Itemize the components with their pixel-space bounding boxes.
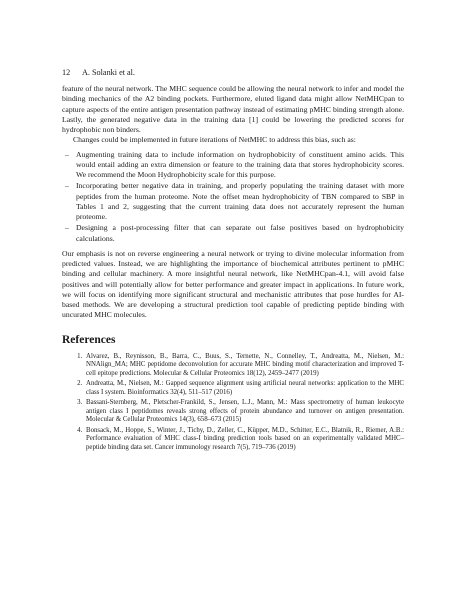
running-title: A. Solanki et al. — [82, 68, 135, 77]
reference-item: 1. Alvarez, B., Reynisson, B., Barra, C., Buus, S., Ternette, N., Connelley, T., Andreatta, M., Nielsen, M.: NNAlign_MA; MHC peptidome deconvolution for accurate MHC binding motif characterization and improved T-cell epitope predictions. Molecular & Cellular Proteomics 18(12), 2459–2477 (2019) — [84, 353, 404, 379]
list-item: – Augmenting training data to include information on hydrophobicity of constituent amino acids. This would entail adding an extra dimension or feature to the training data that stores hydrophobicity scores. We recommend the Moon Hydrophobicity scale for this purpose. — [76, 150, 404, 181]
body-paragraph-2: Changes could be implemented in future iterations of NetMHC to address this bias, such as: — [73, 135, 356, 145]
body-paragraph-3: Our emphasis is not on reverse engineering a neural network or trying to divine molecular information from predicted values. Instead, we are highlighting the importance of biochemical attributes pertinent to pMHC binding and cellular machinery. A more insightful neural network, like NetMHCpan-4.1, will avoid false positives and will potentially allow for better performance and greater impact in applications. In future work, we will focus on identifying more significant structural and mechanistic attributes that pose hurdles for AI-based methods. We are developing a structural prediction tool capable of predicting peptide binding with uncurated MHC molecules. — [62, 248, 404, 320]
references-list — [62, 353, 404, 453]
reference-item: 2. Andreatta, M., Nielsen, M.: Gapped sequence alignment using artificial neural networks: application to the MHC class I system. Bioinformatics 32(4), 511–517 (2016) — [84, 380, 404, 397]
main-text — [62, 84, 404, 454]
reference-item: 4. Bonsack, M., Hoppe, S., Winter, J., Tichy, D., Zeller, C., Küpper, M.D., Schitter, E.C., Blatnik, R., Riemer, A.B.: Performance evaluation of MHC class-I binding prediction tools based on an experimentally validated MHC–peptide binding data set. Cancer immunology research 7(5), 719–736 (2019) — [84, 427, 404, 453]
body-paragraph-1: feature of the neural network. The MHC sequence could be allowing the neural network to infer and model the binding mechanics of the A2 binding pockets. Furthermore, eluted ligand data might allow NetMHCpan to capture aspects of the entire antigen presentation pathway instead of estimating pMHC binding strength alone. Lastly, the generated negative data in the training data [1] could be lowering the predicted scores for hydrophobic non binders. — [62, 84, 404, 134]
running-header — [62, 68, 135, 78]
recommendation-list — [62, 150, 404, 244]
list-item: – Designing a post-processing filter that can separate out false positives based on hydrophobicity calculations. — [76, 223, 404, 244]
list-item: – Incorporating better negative data in training, and properly populating the training dataset with more peptides from the human proteome. Note the offset mean hydrophobicity of TBN compared to SBP in Tables 1 and 2, suggesting that the current training data does not accurately represent the human proteome. — [76, 181, 404, 222]
reference-item: 3. Bassani-Sternberg, M., Pletscher-Frankild, S., Jensen, L.J., Mann, M.: Mass spectrometry of human leukocyte antigen class I peptidomes reveals strong effects of protein abundance and turnover on antigen presentation. Molecular & Cellular Proteomics 14(3), 658–673 (2015) — [84, 399, 404, 425]
page-number: 12 — [62, 68, 71, 77]
references-heading: References — [62, 333, 116, 346]
